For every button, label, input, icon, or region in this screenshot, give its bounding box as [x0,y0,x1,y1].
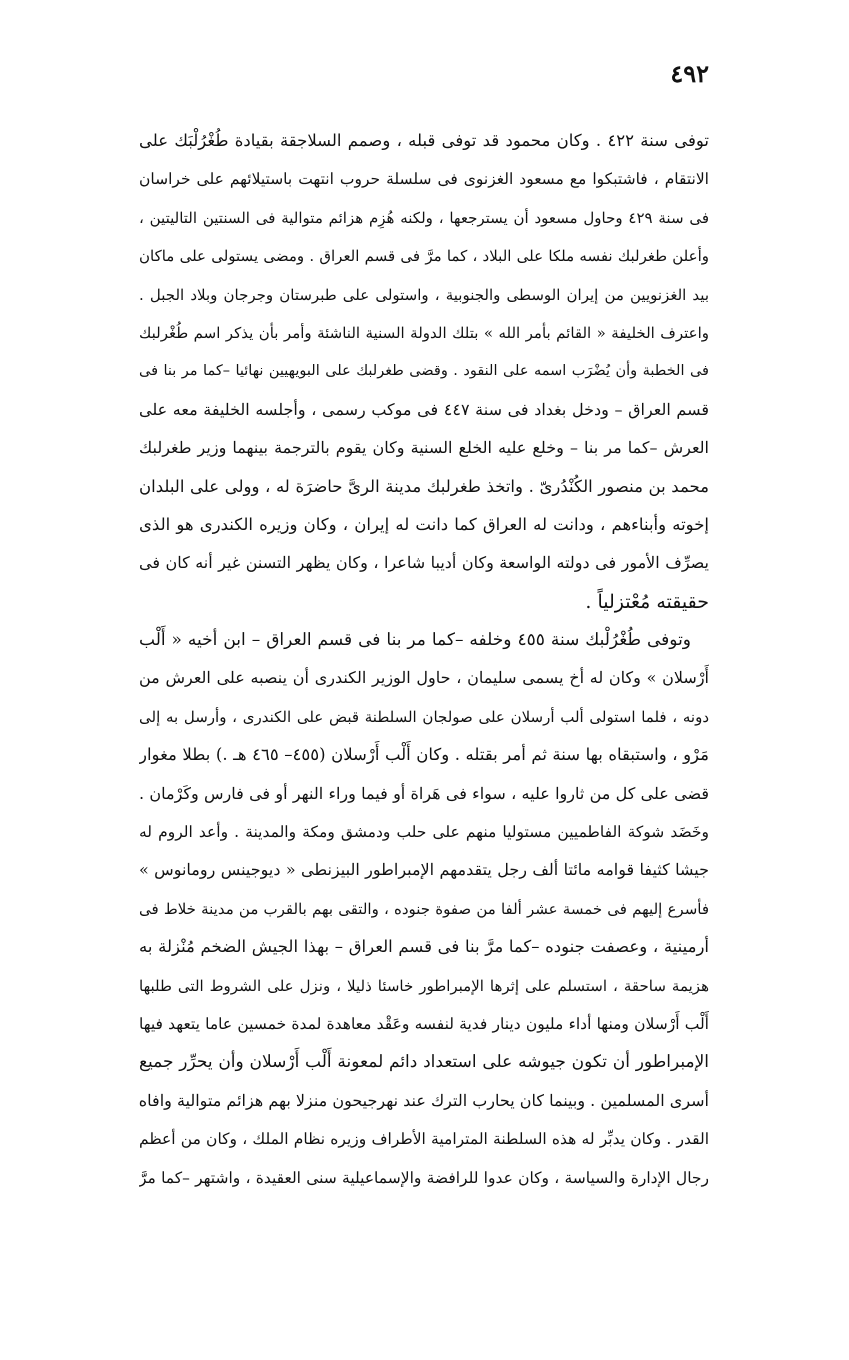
text-line: أَلْب أَرْسلان ومنها أداء مليون دينار فدية لنفسه وعَقْد معاهدة لمدة خمسين عاما يتعهد فيها [139,1014,709,1033]
text-line: وأعلن طغرلبك نفسه ملكا على البلاد ، كما مرَّ فى قسم العراق . ومضى يستولى على ماكان [139,247,709,266]
text-line: الانتقام ، فاشتبكوا مع مسعود الغزنوى فى سلسلة حروب انتهت باستيلائهم على خراسان [139,170,709,189]
text-line: إخوته وأبناءهم ، ودانت له العراق كما دانت له إيران ، وكان وزيره الكندرى هو الذى [139,514,709,534]
text-line: أَرْسلان » وكان له أخ يسمى سليمان ، حاول الوزير الكندرى أن ينصبه على العرش من [139,668,709,688]
text-line: واعترف الخليفة « القائم بأمر الله » بتلك الدولة السنية الناشئة وأمر بأن يذكر اسم طُغْرلبك [139,323,709,342]
text-line: الإمبراطور أن تكون جيوشه على استعداد دائم لمعونة أَلْب أَرْسلان وأن يحرِّر جميع [139,1052,709,1073]
text-line: فى الخطبة وأن يُضْرَب اسمه على النقود . وقضى طغرلبك على البويهيين نهائيا –كما مر بنا فى [139,363,709,380]
paragraph-start-line: وتوفى طُغْرُلْبك سنة ٤٥٥ وخلفه –كما مر بنا فى قسم العراق – ابن أخيه « أَلْب [139,630,692,651]
text-line: أسرى المسلمين . وبينما كان يحارب الترك عند نهرجيحون منزلا بهم هزائم متوالية وافاه [139,1090,709,1110]
text-line: دونه ، فلما استولى ألب أرسلان على صولجان السلطنة قبض على الكندرى ، وأرسل به إلى [139,707,709,726]
text-line: رجال الإدارة والسياسة ، وكان عدوا للرافضة والإسماعيلية سنى العقيدة ، واشتهر –كما مرَّ [139,1168,709,1187]
paragraph-end-line: حقيقته مُعْتزلياً . [585,590,709,613]
text-line: قضى على كل من ثاروا عليه ، سواء فى هَراة أو فيما وراء النهر أو فى فارس وكَرْمان . [139,783,709,803]
text-line: أرمينية ، وعصفت جنوده –كما مرَّ بنا فى قسم العراق – بهذا الجيش الضخم مُنْزلة به [139,937,709,957]
text-line: القدر . وكان يدبِّر له هذه السلطنة المترامية الأطراف وزيره نظام الملك ، وكان من أعظم [139,1130,709,1149]
body-text [139,122,709,1197]
text-line: مَرْو ، واستبقاه بها سنة ثم أمر بقتله . وكان أَلْب أَرْسلان (٤٥٥– ٤٦٥ هـ .) بطلا مغوار [139,745,709,765]
text-line: هزيمة ساحقة ، استسلم على إثرها الإمبراطور خاسئا ذليلا ، ونزل على الشروط التى طلبها [139,976,709,995]
text-line: فى سنة ٤٢٩ وحاول مسعود أن يسترجعها ، ولكنه هُزِم هزائم متوالية فى السنتين التاليتين ، [139,208,709,227]
text-line: فأسرع إليهم فى خمسة عشر ألفا من صفوة جنوده ، والتقى بهم بالقرب من مدينة خلاط فى [139,899,709,918]
text-line: جيشا كثيفا قوامه مائتا ألف رجل يتقدمهم الإمبراطور البيزنطى « ديوجينس رومانوس » [139,860,709,880]
page-number: ٤٩٢ [670,59,709,88]
text-line: محمد بن منصور الكُنْدُرىّ . واتخذ طغرلبك مدينة الرىَّ حاضرَة له ، وولى على البلدان [139,476,709,496]
text-line: يصرِّف الأمور فى دولته الواسعة وكان أديبا شاعرا ، وكان يظهر التسنن غير أنه كان فى [139,553,709,573]
text-line: العرش –كما مر بنا – وخلع عليه الخلع السنية وكان يقوم بالترجمة بينهما وزير طغرلبك [139,438,709,458]
text-line: قسم العراق – ودخل بغداد فى سنة ٤٤٧ فى موكب رسمى ، وأجلسه الخليفة معه على [139,399,709,419]
text-line: وخَضَد شوكة الفاطميين مستوليا منهم على حلب ودمشق ومكة والمدينة . وأعد الروم له [139,823,709,842]
text-line: بيد الغزنويين من إيران الوسطى والجنوبية ، واستولى على طبرستان وجرجان وبلاد الجبل . [139,285,709,304]
text-line: توفى سنة ٤٢٢ . وكان محمود قد توفى قبله ، وصمم السلاجقة بقيادة طُغْرُلْبَك على [139,131,709,150]
